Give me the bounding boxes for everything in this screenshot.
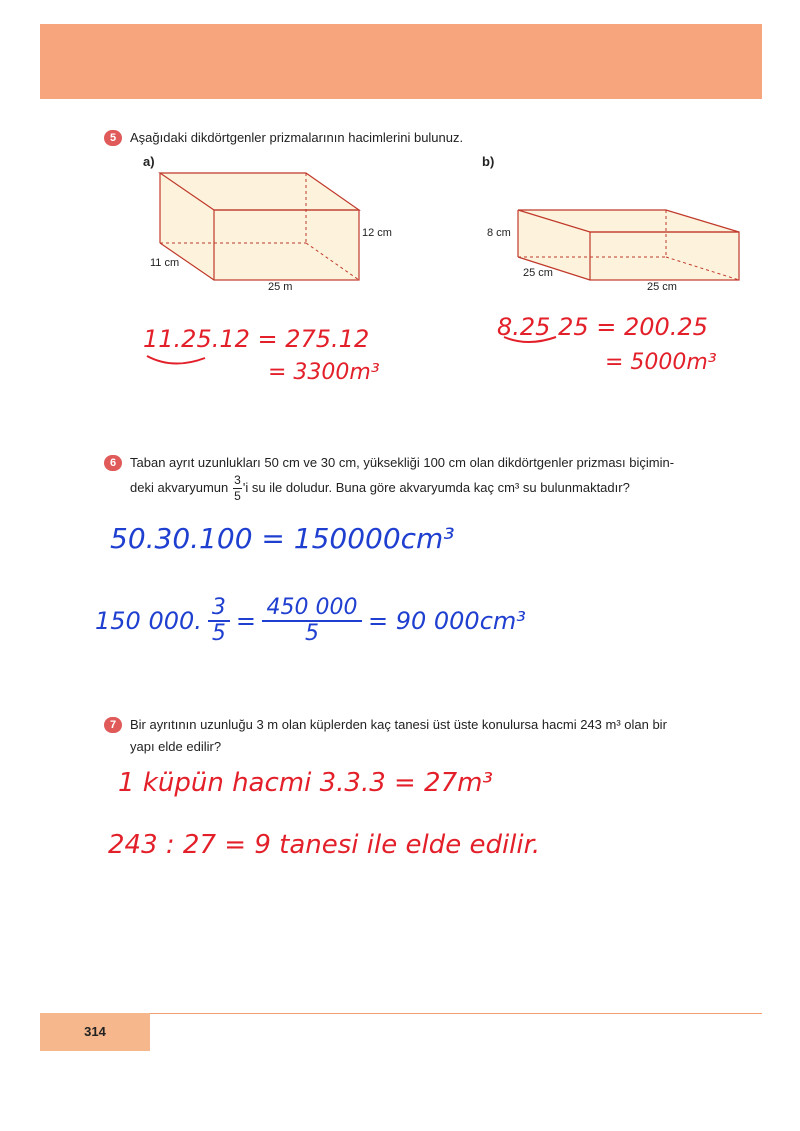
answer-6-frac1 [208,596,230,646]
question-7-text-line2: yapı elde edilir? [130,739,222,754]
question-7-text-line1: Bir ayrıtının uzunluğu 3 m olan küplerden kaç tanesi üst üste konulursa hacmi 243 m³ olan bir [130,717,667,732]
answer-5b-line1: 8.25 25 = 200.25 [497,313,708,341]
page-number: 314 [84,1024,106,1039]
answer-5a-underline [143,352,223,370]
question-6-text-line2 [130,474,630,503]
answer-7-line1: 1 küpün hacmi 3.3.3 = 27m³ [118,768,493,798]
question-6-text-line1: Taban ayrıt uzunlukları 50 cm ve 30 cm, yüksekliği 100 cm olan dikdörtgenler prizması biçimin- [130,455,675,470]
answer-6-frac2-den: 5 [304,621,319,646]
answer-6-line2 [95,596,526,646]
answer-6-line2-result: = 90 000cm³ [367,607,526,635]
question-6-text-before: deki akvaryumun [130,479,229,495]
question-5-badge: 5 [104,130,122,146]
answer-7-line2: 243 : 27 = 9 tanesi ile elde edilir. [108,830,541,860]
answer-5a-line2: = 3300m³ [268,360,380,385]
part-b-label: b) [482,154,495,169]
prism-b-width: 25 cm [523,267,553,279]
fraction-denominator: 5 [234,489,241,503]
answer-6-line2-part-a: 150 000. [95,607,202,635]
answer-6-line2-equals: = [235,607,256,635]
prism-a-length: 25 m [268,281,293,293]
question-6-fraction [233,474,242,503]
header-band [40,24,762,99]
prism-a-width: 11 cm [150,257,180,269]
prism-a-diagram [150,170,380,290]
question-6-text-after: 'i su ile doludur. Buna göre akvaryumda kaç cm³ su bulunmaktadır? [242,479,630,495]
footer-line [150,1013,762,1014]
answer-6-frac2 [262,596,362,646]
answer-5b-underline [500,333,570,349]
question-7-badge: 7 [104,717,122,733]
answer-6-frac1-num: 3 [211,595,226,620]
answer-6-frac1-den: 5 [211,621,226,646]
fraction-numerator: 3 [234,473,241,487]
prism-a-height: 12 cm [362,227,392,239]
prism-b-length: 25 cm [647,281,677,293]
part-a-label: a) [143,154,155,169]
footer-band [40,1013,150,1051]
answer-5b-line2: = 5000m³ [605,350,717,375]
question-6-badge: 6 [104,455,122,471]
answer-5a-line1: 11.25.12 = 275.12 [143,325,370,353]
answer-6-frac2-num: 450 000 [266,595,358,620]
prism-b-height: 8 cm [487,227,511,239]
question-5-text: Aşağıdaki dikdörtgenler prizmalarının hacimlerini bulunuz. [130,130,464,145]
answer-6-line1: 50.30.100 = 150000cm³ [110,522,455,555]
